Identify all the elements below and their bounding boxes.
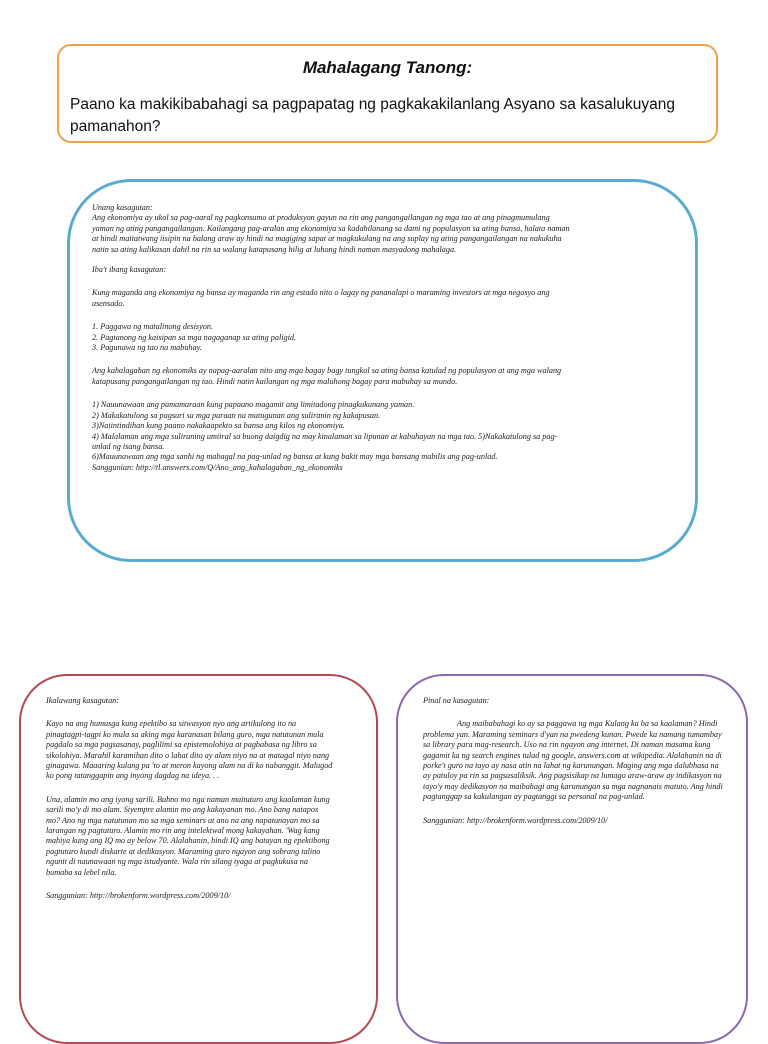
list-item: 1) Nauunawaan ang pamamaraan kung papaano magamit ang limitadong pinagkukunang yaman. <box>92 400 415 410</box>
second-answer-paragraph-2: Una, alamin mo ang iyong sarili. Buhno mo nga naman maituturo ang kaalaman kung sarili mo'y di mo alam. Siyempre alamin mo ang kakayanan mo. Ano bang natapos mo? Ano ng mga natutunan mo sa mga seminars at ano na ang napatunayan mo sa larangan ng pagtuturo. Alamin mo rin ang intelektwal mong kakayahan. 'Wag kang mahiya kung ang IQ mo ay below 70. Alalahanin, hindi IQ ang batayan ng epektibong pagtuturo kundi diskarte at dedikasyon. Maraming guro ngayon ang sobrang talino ngunit di naunawaan ng mga istudyante. Wala rin silang tyaga at pagkukusa na bumaba sa lebel nila. <box>46 794 330 877</box>
essential-question-box <box>57 44 718 143</box>
first-answer-heading-2: Iba't ibang kasagutan: <box>92 265 167 275</box>
first-answer-paragraph-2: Kung maganda ang ekonomiya ng bansa ay maganda rin ang estado nito o lagay ng pananalapi o maraming investors at mga negosyo ang asensado. <box>92 288 550 308</box>
list-item: 3)Naiintindihan kung paano nakakaapekto sa bansa ang kilos ng ekonomiya. <box>92 421 345 431</box>
third-answer-paragraph: Ang maibabahagi ko ay sa paggawa ng mga Kulang ka ba sa kaalaman? Hindi problema yan. Maraming seminars d'yan na pwedeng kunan. Pwede ka namang tumambay sa library para mag-research. Uso na rin ngayon ang internet. Di naman masama kung gagamit ka ng search engines tulad ng google, answers.com at wikipedia. Alalahanin na di porke't guro na tayo ay nasa atin na lahat ng karunungan. Maging ang mga dalubhasa na ay patuloy pa rin sa pagsasaliksik. Ang pagsisikap na lumago araw-araw ay indikasyon na tayo'y may dedikasyon na maibahagi ang karunungan sa mga nagnanais matuto. Ang hindi pagtanggap sa kakulangan ay pagtanggi sa personal na pag-unlad. <box>423 719 723 802</box>
second-answer-source: Sanggunian: http://brokenform.wordpress.com/2009/10/ <box>46 891 231 901</box>
first-answer-content <box>92 203 572 473</box>
second-answer-content <box>46 696 334 902</box>
list-item: 4) Malalaman ang mga suliraning umiiral sa buong daigdig na may kinalaman sa lipunan at kabuhayan na mga tao. 5)Nakakatulong sa pag-unlad ng isang bansa. <box>92 431 558 451</box>
second-answer-paragraph: Kayo na ang humusga kung epektibo sa sitwasyon nyo ang artikulong ito na pinagtagpi-tagpi ko mula sa aking mga karanasan bilang guro, mga natutunan mula pagdalo sa mga pagsasanay, paglilimi sa epistemolohiya at pagbabasa ng libro sa sikolohiya. Marahil karamihan dito o lahat dito ay alam niyo na at matagal niyo nang ginagawa. Maaaring kulang pa 'to at meron kayong alam na di ko nabanggit. Malugod ko pong tatanggapin ang inyong dagdag na ideya. . . <box>46 719 333 781</box>
list-item: 2. Pagtanong ng kaisipan sa mga nagaganap sa ating paligid. <box>92 332 297 342</box>
first-answer-paragraph-3: Ang kahalagahan ng ekonomiks ay napag-aaralan nito ang mga bagay bagy tungkol sa ating bansa katulad ng populasyon at ang mga walang katapusang pangangailangan ng tao. Hindi natin kailangan ng mga maluhong bagay para mabuhay sa mundo. <box>92 366 562 386</box>
list-item: 2) Makakatulong sa pagsuri sa mga paraan na matugunan ang suliranin ng kakapusan. <box>92 410 381 420</box>
third-answer-heading: Pinal na kasagutan: <box>423 696 490 705</box>
second-answer-box <box>19 674 378 1044</box>
second-answer-heading: Ikalawang kasagutan: <box>46 696 119 705</box>
first-answer-source: Sanggunian: http://tl.answers.com/Q/Ano_ang_kahalagahan_ng_ekonomiks <box>92 462 343 472</box>
essential-question-title: Mahalagang Tanong: <box>302 58 473 77</box>
list-item: 3. Pagunawa ng tao na mabuhay. <box>92 343 202 353</box>
list-item: 1. Paggawa ng matalinong desisyon. <box>92 322 213 332</box>
first-answer-box <box>67 179 698 562</box>
essential-question-text: Paano ka makikibabahagi sa pagpapatag ng pagkakakilanlang Asyano sa kasalukuyang pamanahon? <box>70 96 675 135</box>
third-answer-content <box>423 696 725 826</box>
first-answer-paragraph: Ang ekonomiya ay ukol sa pag-aaral ng pagkonsumo at produksyon gayun na rin ang pangangailangan ng mga tao at ang pinagmumulang yaman ng ating pangangailangan. Kailangang pag-aralan ang ekonomiya sa kadahilanang sa dami ng populasyon sa ating bansa, halata naman at hindi maitatwang iisipin na balang araw ay hindi na magiging sapat at magkukulang na ang suplay ng ating pangangailangan na nakukuha natin sa ating kalikasan dahil na rin sa walang katapusang hilig at luhong hindi naman masyadong mahalaga. <box>92 213 570 254</box>
third-answer-box <box>396 674 748 1044</box>
third-answer-source: Sanggunian: http://brokenform.wordpress.com/2009/10/ <box>423 815 608 825</box>
list-item: 6)Mauunawaan ang mga sanhi ng mabagal na pag-unlad ng bansa at kung bakit may mga bansang mabilis ang pag-unlad. <box>92 452 498 462</box>
first-answer-heading: Unang kasagutan: <box>92 203 153 212</box>
